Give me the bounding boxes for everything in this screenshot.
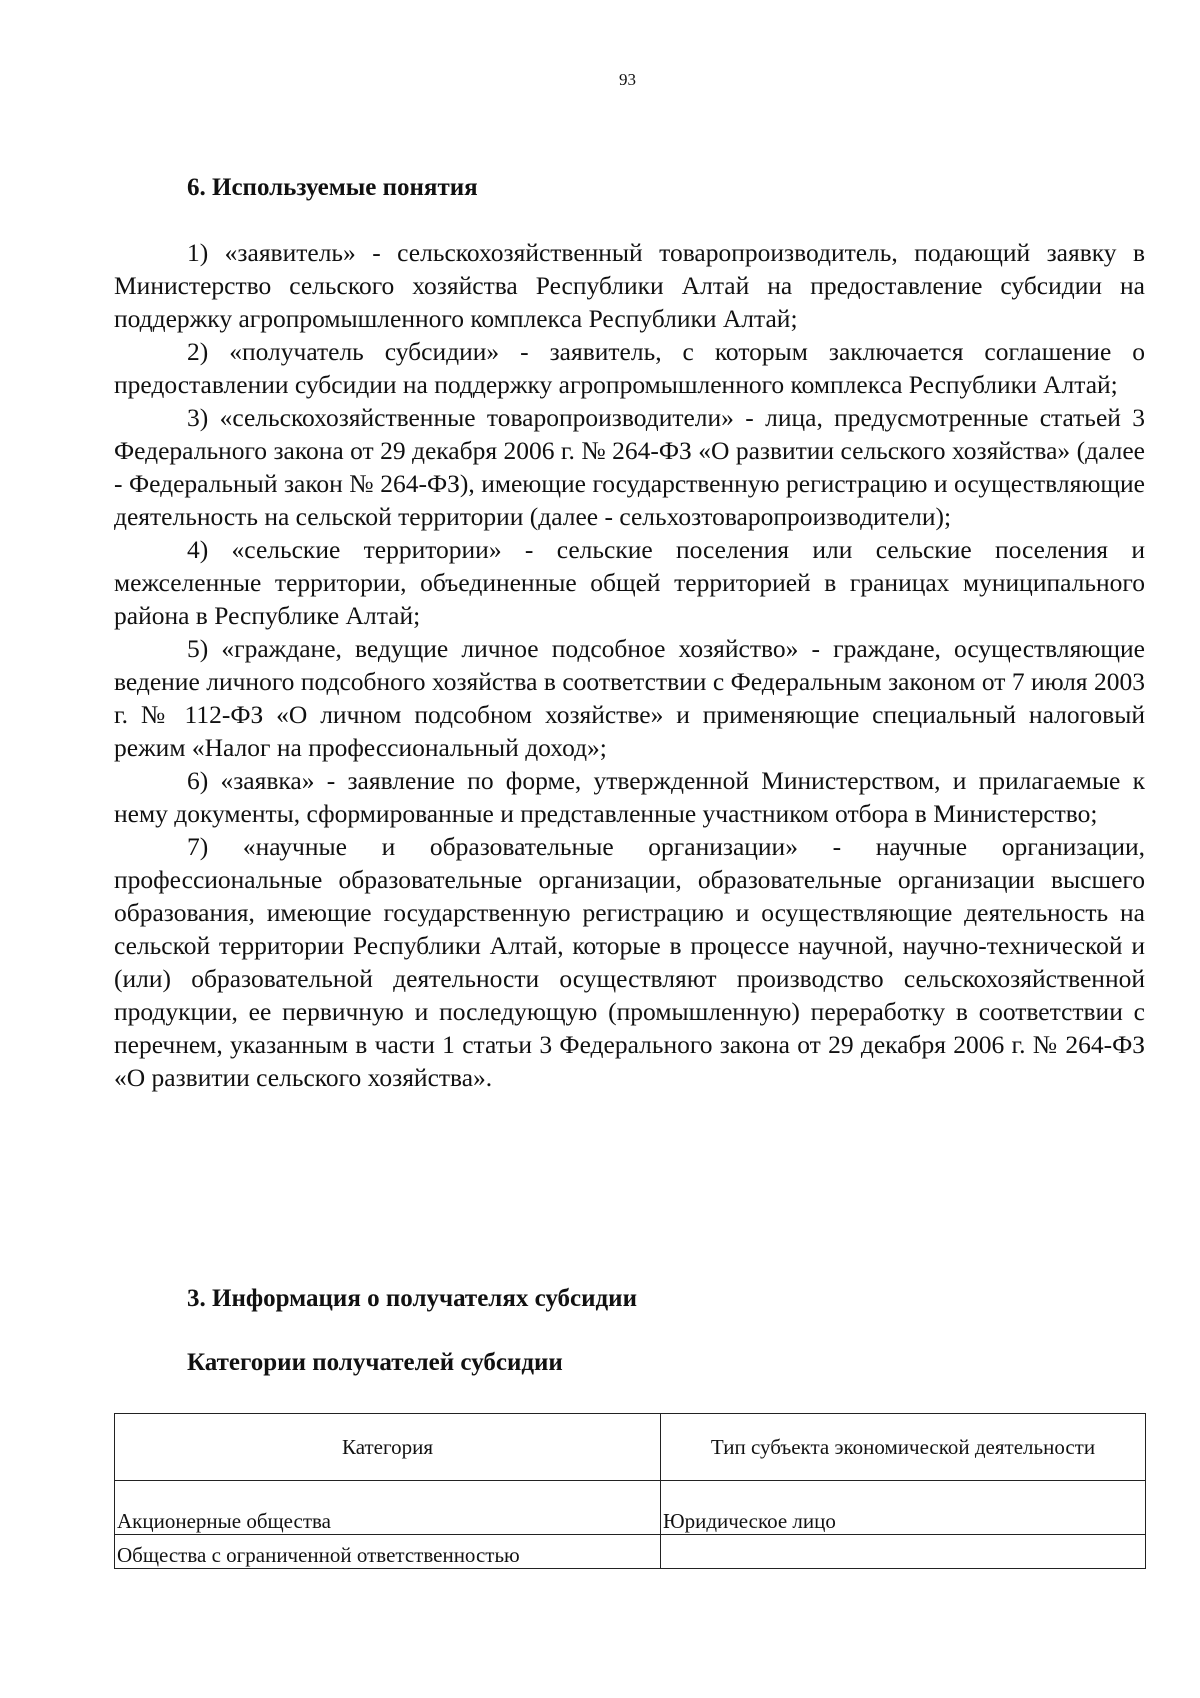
- table-cell: Юридическое лицо: [661, 1481, 1146, 1535]
- definition-item: 3) «сельскохозяйственные товаропроизводители» - лица, предусмотренные статьей 3 Федерального закона от 29 декабря 2006 г. № 264-ФЗ «О развитии сельского хозяйства» (далее - Федеральный закон № 264-ФЗ), имеющие государственную регистрацию и осуществляющие деятельность на сельской территории (далее - сельхозтоваропроизводители);: [114, 403, 1145, 531]
- definition-item: 2) «получатель субсидии» - заявитель, с которым заключается соглашение о предоставлении субсидии на поддержку агропромышленного комплекса Республики Алтай;: [114, 337, 1145, 399]
- definition-item: 5) «граждане, ведущие личное подсобное хозяйство» - граждане, осуществляющие ведение личного подсобного хозяйства в соответствии с Федеральным законом от 7 июля 2003 г. № 112-ФЗ «О личном подсобном хозяйстве» и применяющие специальный налоговый режим «Налог на профессиональный доход»;: [114, 634, 1145, 762]
- section-6-heading: 6. Используемые понятия: [187, 174, 478, 201]
- table-row: [115, 1481, 1146, 1535]
- section-3-heading: 3. Информация о получателях субсидии: [187, 1285, 637, 1312]
- table-cell: Акционерные общества: [115, 1481, 661, 1535]
- definition-item: 6) «заявка» - заявление по форме, утвержденной Министерством, и прилагаемые к нему документы, сформированные и представленные участником отбора в Министерство;: [114, 766, 1145, 828]
- table-header-cell: Категория: [115, 1414, 661, 1481]
- definition-item: 1) «заявитель» - сельскохозяйственный товаропроизводитель, подающий заявку в Министерство сельского хозяйства Республики Алтай на предоставление субсидии на поддержку агропромышленного комплекса Республики Алтай;: [114, 238, 1145, 333]
- table-header-cell: Тип субъекта экономической деятельности: [661, 1414, 1146, 1481]
- page-number: 93: [619, 70, 636, 89]
- table-cell: [661, 1535, 1146, 1569]
- definitions-list: [114, 236, 1145, 1094]
- definition-item: 7) «научные и образовательные организации» - научные организации, профессиональные образовательные организации, образовательные организации высшего образования, имеющие государственную регистрацию и осуществляющие деятельность на сельской территории Республики Алтай, которые в процессе научной, научно-технической и (или) образовательной деятельности осуществляют производство сельскохозяйственной продукции, ее первичную и последующую (промышленную) переработку в соответствии с перечнем, указанным в части 1 статьи 3 Федерального закона от 29 декабря 2006 г. № 264-ФЗ «О развитии сельского хозяйства».: [114, 832, 1145, 1092]
- table-row: [115, 1535, 1146, 1569]
- table-cell: Общества с ограниченной ответственностью: [115, 1535, 661, 1569]
- table-header-row: [115, 1414, 1146, 1481]
- section-3-subheading: Категории получателей субсидии: [187, 1349, 563, 1376]
- recipient-categories-table: [114, 1413, 1146, 1569]
- definition-item: 4) «сельские территории» - сельские поселения или сельские поселения и межселенные территории, объединенные общей территорией в границах муниципального района в Республике Алтай;: [114, 535, 1145, 630]
